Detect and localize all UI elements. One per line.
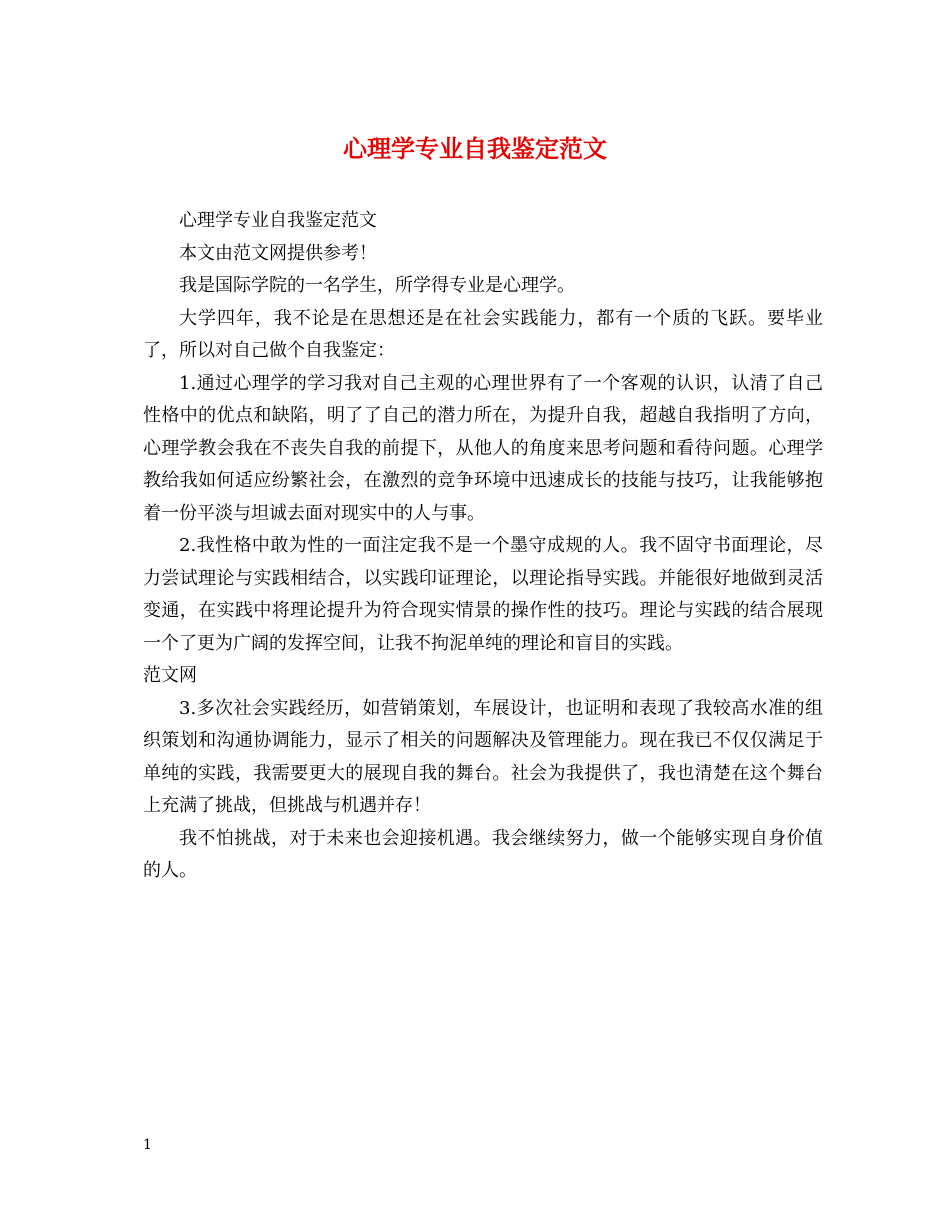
paragraph-intro: 我是国际学院的一名学生，所学得专业是心理学。 — [179, 275, 575, 296]
paragraph-source-note: 本文由范文网提供参考！ — [179, 242, 377, 264]
paragraph-summary: 大学四年，我不论是在思想还是在社会实践能力，都有一个质的飞跃。要毕业了，所以对自己做个自我鉴定： — [143, 307, 823, 361]
paragraph-point-1: 1.通过心理学的学习我对自己主观的心理世界有了一个客观的认识，认清了自己性格中的优点和缺陷，明了了自己的潜力所在，为提升自我，超越自我指明了方向，心理学教会我在不丧失自我的前提下，从他人的角度来思考问题和看待问题。心理学教给我如何适应纷繁社会，在激烈的竞争环境中迅速成长的技能与技巧，让我能够抱着一份平淡与坦诚去面对现实中的人与事。 — [143, 372, 823, 524]
paragraph-point-2: 2.我性格中敢为性的一面注定我不是一个墨守成规的人。我不固守书面理论，尽力尝试理论与实践相结合，以实践印证理论，以理论指导实践。并能很好地做到灵活变通，在实践中将理论提升为符合现实情景的操作性的技巧。理论与实践的结合展现一个了更为广阔的发挥空间，让我不拘泥单纯的理论和盲目的实践。 — [143, 535, 823, 654]
document-title: 心理学专业自我鉴定范文 — [343, 134, 607, 163]
paragraph-point-3: 3.多次社会实践经历，如营销策划，车展设计，也证明和表现了我较高水准的组织策划和沟通协调能力，显示了相关的问题解决及管理能力。现在我已不仅仅满足于单纯的实践，我需要更大的展现自我的舞台。社会为我提供了，我也清楚在这个舞台上充满了挑战，但挑战与机遇并存！ — [143, 697, 823, 816]
paragraph-heading: 心理学专业自我鉴定范文 — [179, 210, 377, 231]
paragraph-conclusion: 我不怕挑战，对于未来也会迎接机遇。我会继续努力，做一个能够实现自身价值的人。 — [143, 827, 823, 881]
page-number: 1 — [143, 1137, 152, 1153]
paragraph-site-name: 范文网 — [143, 665, 197, 686]
document-body — [143, 205, 823, 888]
